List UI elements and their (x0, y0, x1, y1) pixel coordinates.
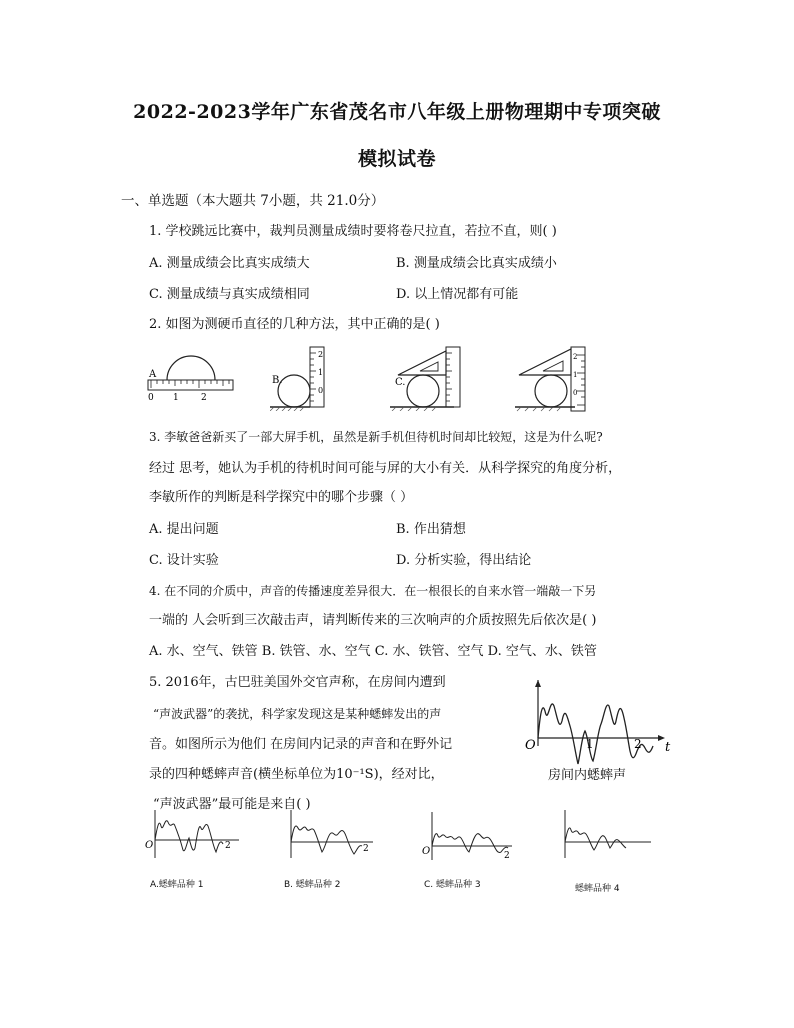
q4-line1: 4. 在不同的介质中，声音的传播速度差异很大．在一根很长的自来水管一端敲一下另 (149, 584, 597, 598)
q5-line1: 5. 2016年，古巴驻美国外交官声称，在房间内遭到 (149, 675, 446, 690)
origin-c: O (422, 846, 431, 857)
cricket-waveform-c (420, 808, 520, 863)
page-subtitle: 模拟试卷 (357, 148, 436, 170)
fig-label-a: A (149, 369, 157, 380)
tick-a: 2 (225, 841, 231, 851)
q3-line2: 经过 思考，她认为手机的待机时间可能与屏的大小有关．从科学探究的角度分析， (149, 461, 622, 476)
q3-option-a[interactable]: A. 提出问题 (149, 522, 219, 537)
section-heading: 一、单选题（本大题共 7小题，共 21.0分） (121, 193, 385, 209)
ruler-tick-2: 2 (201, 393, 207, 403)
ruler-d-tick-1: 1 (573, 371, 578, 379)
q1-option-d[interactable]: D. 以上情况都有可能 (396, 287, 519, 302)
q4-line2: 一端的 人会听到三次敲击声，请判断传来的三次响声的介质按照先后依次是( ) (149, 613, 597, 628)
q4-options[interactable]: A. 水、空气、铁管 B. 铁管、水、空气 C. 水、铁管、空气 D. 空气、水、铁管 (149, 644, 597, 659)
tick-c: 2 (504, 851, 510, 861)
cricket-waveform-d (557, 808, 657, 863)
coin-figure-c (390, 343, 465, 411)
page-title: 2022-2023学年广东省茂名市八年级上册物理期中专项突破 (133, 101, 661, 123)
caption-a: A.蟋蟀品种 1 (150, 880, 204, 890)
room-cricket-waveform (520, 676, 680, 768)
coin-figure-a (143, 350, 238, 412)
q3-line1: 3. 李敏爸爸新买了一部大屏手机，虽然是新手机但待机时间却比较短，这是为什么呢? (149, 430, 603, 444)
ruler-tick-0: 0 (148, 393, 154, 403)
q5-line4: 录的四种蟋蟀声音(横坐标单位为10⁻¹S)，经对比， (149, 767, 444, 782)
q1-option-c[interactable]: C. 测量成绩与真实成绩相同 (149, 287, 310, 302)
q5-line3: 音。如图所示为他们 在房间内记录的声音和在野外记 (149, 737, 453, 752)
q3-option-c[interactable]: C. 设计实验 (149, 553, 219, 568)
q3-option-b[interactable]: B. 作出猜想 (396, 522, 466, 537)
q2-stem: 2. 如图为测硬币直径的几种方法，其中正确的是( ) (149, 317, 440, 332)
q1-option-a[interactable]: A. 测量成绩会比真实成绩大 (149, 256, 310, 271)
main-caption: 房间内蟋蟀声 (548, 768, 627, 783)
ruler-v-tick-2: 2 (318, 350, 324, 359)
origin-a: O (145, 840, 154, 851)
tick-1: 1 (586, 737, 594, 751)
axis-t: t (665, 740, 671, 755)
q1-stem: 1. 学校跳远比赛中，裁判员测量成绩时要将卷尺拉直，若拉不直，则( ) (149, 224, 557, 239)
ruler-tick-1: 1 (173, 393, 179, 403)
caption-c: C. 蟋蟀品种 3 (424, 880, 481, 890)
tick-b: 2 (363, 844, 369, 854)
ruler-d-tick-0: 0 (573, 389, 578, 397)
ruler-v-tick-0: 0 (318, 386, 324, 395)
cricket-waveform-b (283, 808, 383, 863)
ruler-d-tick-2: 2 (573, 353, 578, 361)
tick-2: 2 (634, 737, 642, 751)
q3-line3: 李敏所作的判断是科学探究中的哪个步骤（ ） (149, 490, 414, 505)
q5-line5: “声波武器”最可能是来自( ) (153, 797, 311, 812)
q1-option-b[interactable]: B. 测量成绩会比真实成绩小 (396, 256, 557, 271)
caption-d: 蟋蟀品种 4 (575, 884, 620, 894)
q3-option-d[interactable]: D. 分析实验，得出结论 (396, 553, 532, 568)
cricket-waveform-a (143, 808, 243, 863)
axis-origin: O (525, 738, 536, 753)
fig-label-b: B. (272, 375, 283, 386)
caption-b: B. 蟋蟀品种 2 (284, 880, 341, 890)
coin-figure-d (515, 343, 590, 413)
coin-figure-b (270, 343, 332, 411)
q5-line2: “声波武器”的袭扰，科学家发现这是某种蟋蟀发出的声 (153, 707, 442, 721)
fig-label-c: C. (395, 377, 406, 388)
ruler-v-tick-1: 1 (318, 368, 324, 377)
